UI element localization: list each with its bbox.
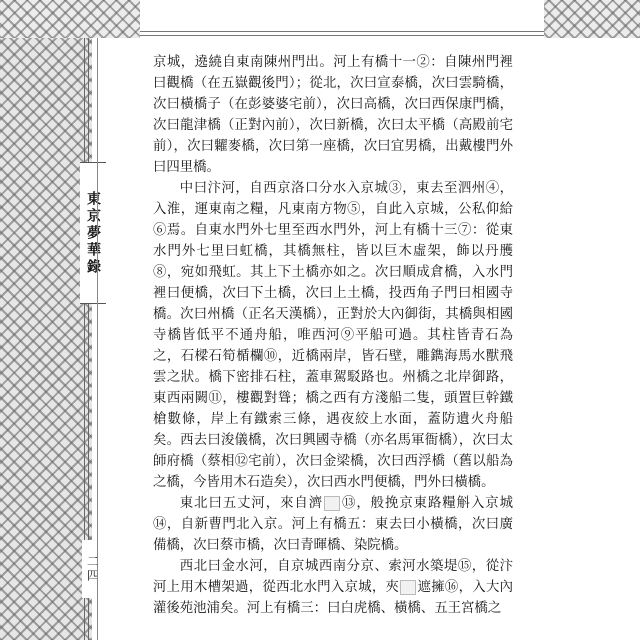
paragraph-4: [153, 556, 513, 619]
top-border-pattern: [0, 0, 640, 38]
header-rule: [140, 31, 544, 32]
book-title: 東京夢華錄: [85, 190, 101, 276]
book-title-label: [80, 162, 106, 304]
page-number: 二四: [85, 555, 100, 583]
header-rule: [140, 35, 544, 36]
paragraph-2: 中曰汴河，自西京洛口分水入京城③，東去至泗州④，入淮，運東南之糧，凡東南方物⑤，自此入京城，公私仰給⑥焉。自東水門外七里至西水門外，河上有橋十三⑦：從東水門外七里曰虹橋，其橋無柱，皆以巨木虛架，飾以丹雘⑧，宛如飛虹。其上下土橋亦如之。次曰順成倉橋，入水門裡曰便橋，次曰下土橋，次曰上土橋，投西角子門曰相國寺橋。次曰州橋（正名天漢橋），正對於大內御街，其橋與相國寺橋皆低平不通舟船，唯西河⑨平船可過。其柱皆青石為之，石樑石筍楯欄⑩，近橋兩岸，皆石壁，雕鐫海馬水獸飛雲之狀。橋下密排石柱，蓋車駕駁路也。州橋之北岸御路，東西兩闕⑪，樓觀對聳；橋之西有方淺船二隻，頭置巨幹鐵槍數條，岸上有鐵索三條，遇夜絞上水面，蓋防遺火舟船矣。西去曰浚儀橋，次曰興國寺橋（亦名馬軍衙橋），次曰太師府橋（蔡相⑫宅前），次曰金梁橋，次曰西浮橋（舊以船為之橋，今皆用木石造矣），次曰西水門便橋，門外曰橫橋。: [153, 181, 513, 490]
paragraph-4-part-1: 西北曰金水河，自京城西南分京、索河水築堤⑮，從汴河上用木槽架過，從西北水門入京城，夾: [153, 559, 513, 595]
paragraph-3-part-2: ⑬，般挽京東路糧斛入京城⑭，自新曹門北入京。河上有橋五：東去曰小橫橋，次曰廣備橋，次曰蔡市橋，次曰青暉橋、染院橋。: [153, 496, 513, 553]
paragraph-1: 京城，遶繞自東南陳州門出。河上有橋十一②：自陳州門裡曰觀橋（在五嶽觀後門）；從北，次曰宣泰橋，次曰雲騎橋，次曰橫橋子（在彭婆婆宅前），次曰高橋，次曰西保康門橋，次曰龍津橋（正對內前），次曰新橋，次曰太平橋（高殿前宅前），次曰糶麥橋，次曰第一座橋，次曰宜男橋，出戴樓門外曰四里橋。: [153, 55, 513, 175]
gutter-line: [97, 38, 98, 640]
paragraph-4-part-3: ⑯，入大內灌後苑池浦矣。河上有橋三：曰白虎橋、橫橋、五王宮橋之: [153, 580, 513, 616]
unreadable-glyph: [400, 580, 416, 595]
page-body: [153, 52, 513, 634]
page-number-label: [82, 540, 104, 598]
paragraph-3-part-1: 東北曰五丈河，來自濟: [179, 496, 324, 511]
sidebar-border-pattern: [0, 38, 92, 640]
paragraph-4-part-2: 遮擁: [417, 580, 445, 595]
unreadable-glyph: [324, 496, 340, 511]
header-blank-area: [140, 0, 544, 38]
paragraph-3: [153, 493, 513, 556]
